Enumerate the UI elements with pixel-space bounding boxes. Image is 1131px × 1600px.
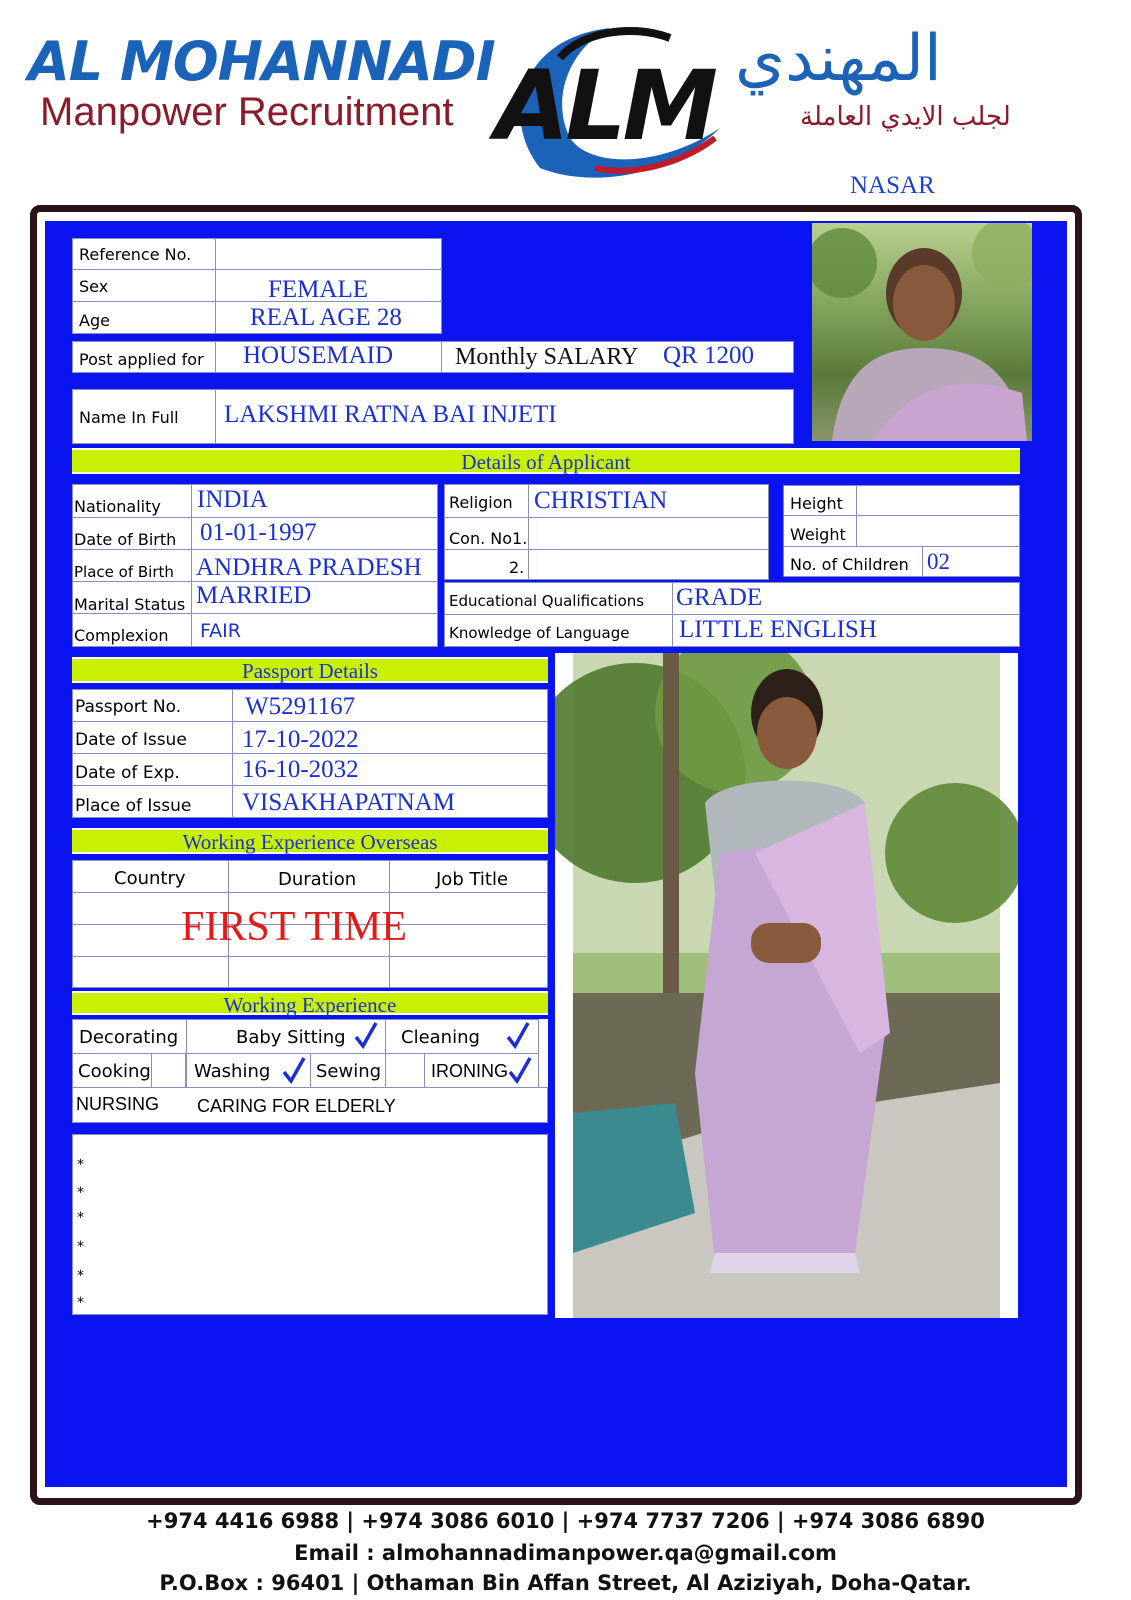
applicant-full-photo — [555, 653, 1018, 1318]
note-bullet: * — [77, 1295, 84, 1311]
col-duration: Duration — [278, 869, 357, 890]
note-bullet: * — [77, 1268, 84, 1284]
passport-header: Passport Details — [72, 657, 548, 683]
passport-place-label: Place of Issue — [75, 796, 192, 816]
passport-expiry-label: Date of Exp. — [75, 763, 180, 783]
complexion-label: Complexion — [74, 626, 169, 645]
footer-address: P.O.Box : 96401 | Othaman Bin Affan Street, Al Aziziyah, Doha-Qatar. — [159, 1571, 972, 1595]
education-label: Educational Qualifications — [449, 592, 645, 610]
contact2-label: 2. — [509, 558, 525, 577]
passport-place-value: VISAKHAPATNAM — [242, 789, 456, 816]
post-value: HOUSEMAID — [243, 342, 393, 369]
portrait-figure — [812, 223, 1032, 441]
post-label: Post applied for — [79, 350, 204, 369]
name-value: LAKSHMI RATNA BAI INJETI — [224, 401, 557, 428]
language-label: Knowledge of Language — [449, 624, 630, 642]
passport-number-label: Passport No. — [75, 697, 182, 717]
passport-issue-value: 17-10-2022 — [242, 726, 359, 753]
note-bullet: * — [77, 1185, 84, 1201]
religion-label: Religion — [449, 493, 513, 512]
salary-label: Monthly SALARY — [455, 344, 639, 370]
col-country: Country — [114, 868, 186, 889]
ironing-check-icon — [508, 1056, 532, 1084]
brand-name: AL MOHANNADI — [28, 30, 495, 93]
skill-washing: Washing — [194, 1061, 271, 1082]
applicant-portrait-photo — [812, 223, 1032, 441]
language-value: LITTLE ENGLISH — [679, 616, 877, 643]
washing-check-icon — [282, 1056, 306, 1084]
cleaning-check-icon — [506, 1021, 530, 1049]
marital-value: MARRIED — [196, 582, 312, 609]
dob-label: Date of Birth — [74, 530, 177, 549]
sex-label: Sex — [79, 277, 109, 296]
skill-cooking: Cooking — [78, 1061, 151, 1082]
pob-value: ANDHRA PRADESH — [196, 554, 422, 581]
baby-sitting-check-icon — [354, 1021, 378, 1049]
overseas-header: Working Experience Overseas — [72, 828, 548, 854]
note-bullet: * — [77, 1210, 84, 1226]
skill-nursing: NURSING — [76, 1094, 160, 1114]
pob-label: Place of Birth — [74, 563, 174, 581]
agent-name: NASAR — [850, 172, 935, 199]
brand-subtitle: Manpower Recruitment — [40, 90, 454, 134]
alm-logo-text: ALM — [495, 50, 714, 162]
skill-decorating: Decorating — [79, 1027, 179, 1048]
skill-ironing: IRONING — [431, 1061, 509, 1081]
notes-box — [72, 1134, 548, 1315]
col-job-title: Job Title — [436, 869, 509, 890]
passport-issue-label: Date of Issue — [75, 730, 187, 750]
brand-name-arabic: المهندي — [735, 22, 942, 96]
age-label: Age — [79, 311, 110, 330]
note-bullet: * — [77, 1157, 84, 1173]
details-header: Details of Applicant — [72, 448, 1020, 474]
name-label: Name In Full — [79, 408, 179, 427]
first-time-note: FIRST TIME — [181, 904, 407, 950]
age-value: REAL AGE 28 — [250, 304, 402, 331]
skill-caring-elderly: CARING FOR ELDERLY — [197, 1096, 396, 1116]
salary-value: QR 1200 — [663, 342, 754, 369]
children-label: No. of Children — [790, 555, 909, 574]
sex-value: FEMALE — [268, 276, 368, 303]
skill-baby-sitting: Baby Sitting — [236, 1027, 346, 1048]
religion-value: CHRISTIAN — [534, 487, 668, 514]
nationality-value: INDIA — [197, 486, 268, 513]
passport-number-value: W5291167 — [245, 693, 356, 720]
passport-expiry-value: 16-10-2032 — [242, 756, 359, 783]
skill-sewing: Sewing — [316, 1061, 382, 1082]
height-label: Height — [790, 494, 843, 513]
nationality-label: Nationality — [74, 497, 161, 516]
complexion-value: FAIR — [200, 620, 241, 642]
children-value: 02 — [927, 549, 950, 574]
weight-label: Weight — [790, 525, 846, 544]
skill-cleaning: Cleaning — [401, 1027, 480, 1048]
education-value: GRADE — [676, 584, 763, 611]
marital-label: Marital Status — [74, 595, 186, 614]
footer-email: Email : almohannadimanpower.qa@gmail.com — [294, 1541, 837, 1565]
note-bullet: * — [77, 1239, 84, 1255]
brand-subtitle-arabic: لجلب الايدي العاملة — [800, 102, 1011, 132]
contact1-label: Con. No1. — [449, 529, 528, 548]
skills-header: Working Experience — [72, 991, 548, 1015]
full-body-figure — [555, 653, 1018, 1318]
dob-value: 01-01-1997 — [200, 519, 317, 546]
footer-phones: +974 4416 6988 | +974 3086 6010 | +974 7737 7206 | +974 3086 6890 — [146, 1509, 985, 1533]
reference-label: Reference No. — [79, 245, 192, 264]
